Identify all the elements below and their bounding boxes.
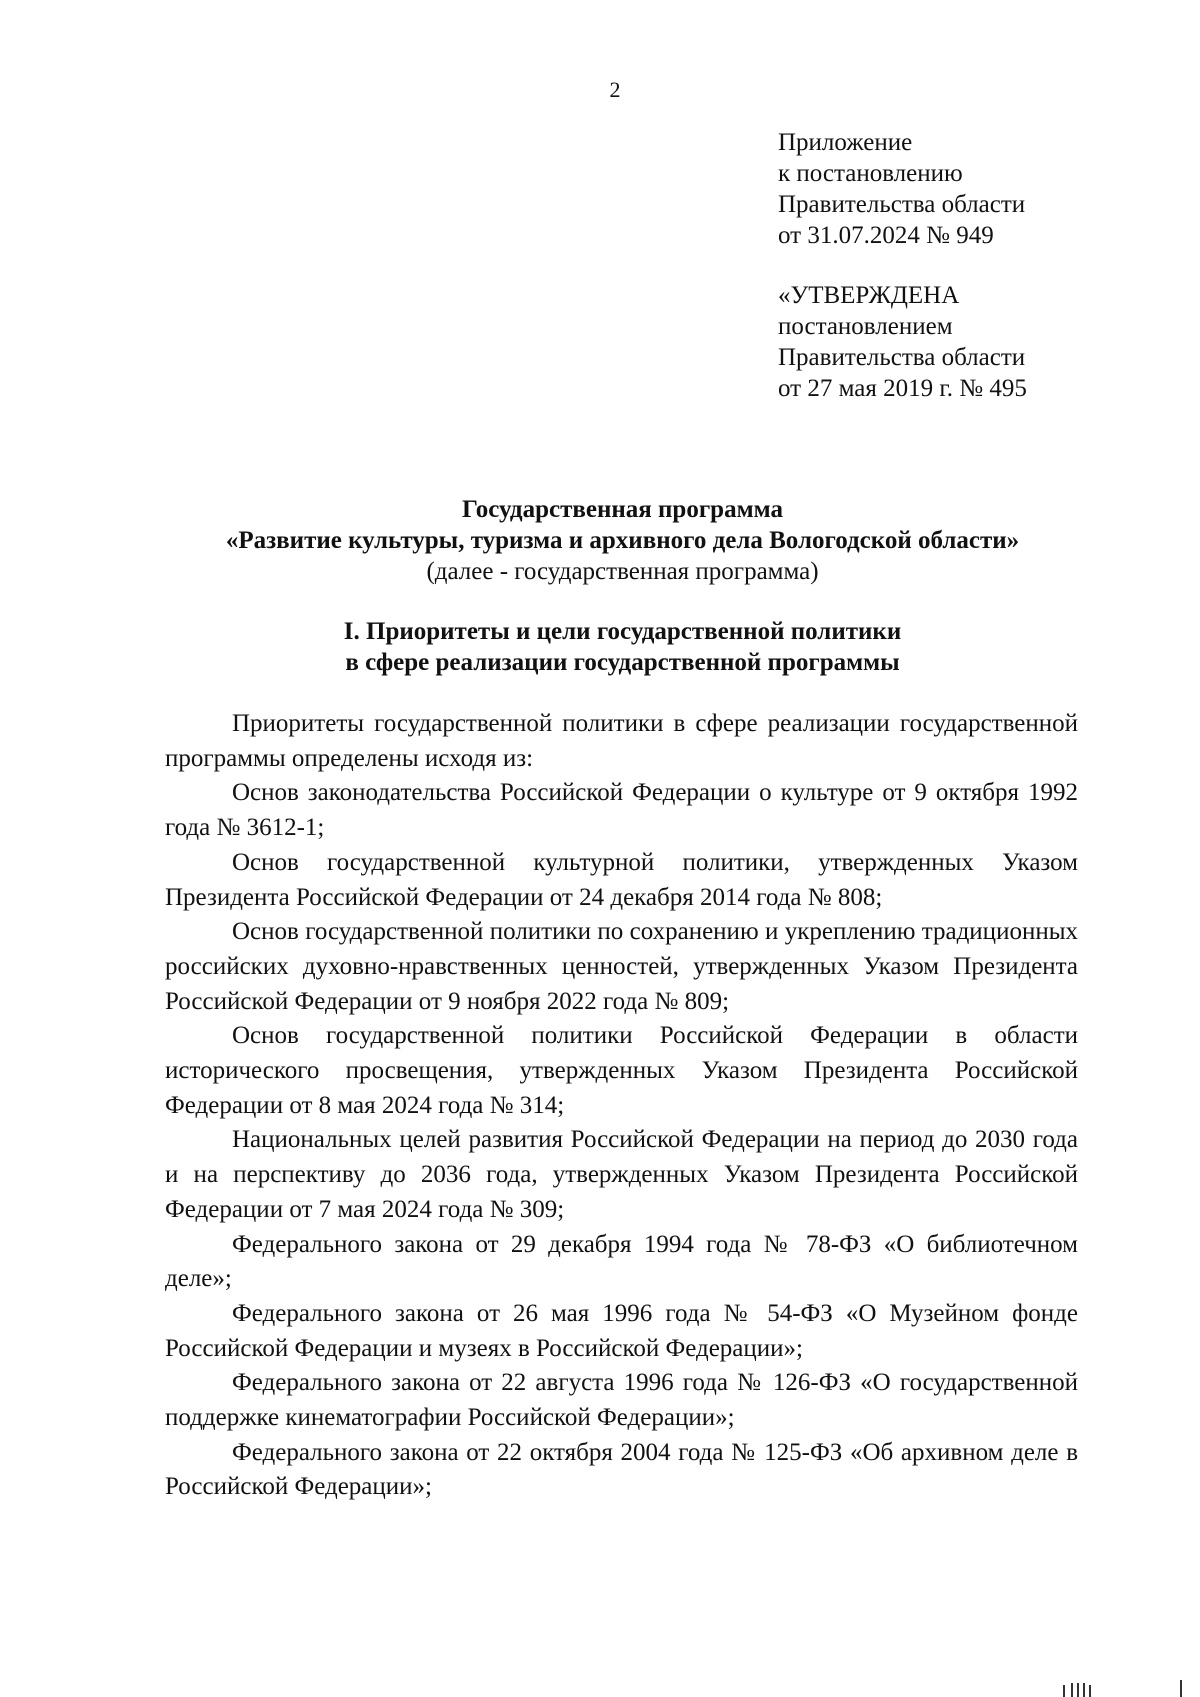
section-heading-line: I. Приоритеты и цели государственной политики: [343, 618, 902, 645]
paragraph: Основ государственной политики по сохранению и укреплению традиционных российских духовно-нравственных ценностей, утвержденных Указом Президента Российской Федерации от 9 ноября 2022 года № 809;: [165, 918, 1078, 1015]
body-text: [165, 707, 1078, 1505]
paragraph: Федерального закона от 29 декабря 1994 года № 78-ФЗ «О библиотечном деле»;: [165, 1230, 1078, 1293]
scan-mark: [1071, 1683, 1073, 1697]
appendix-line: Приложение: [778, 129, 913, 156]
scan-mark: [1180, 1680, 1182, 1697]
appendix-line: к постановлению: [778, 160, 963, 187]
scan-mark: [1063, 1685, 1065, 1697]
scan-mark: [1077, 1683, 1079, 1697]
program-title: [165, 494, 1080, 587]
appendix-line: Правительства области: [778, 191, 1026, 218]
approved-block: [778, 280, 1027, 404]
page-number: 2: [609, 77, 621, 102]
paragraph: Федерального закона от 22 октября 2004 года № 125-ФЗ «Об архивном деле в Российской Федерации»;: [165, 1438, 1078, 1501]
approved-line: постановлением: [778, 313, 953, 340]
paragraph: Федерального закона от 26 мая 1996 года № 54-ФЗ «О Музейном фонде Российской Федерации и музеях в Российской Федерации»;: [165, 1299, 1078, 1362]
program-title-name: «Развитие культуры, туризма и архивного дела Вологодской области»: [225, 527, 1020, 554]
paragraph: Приоритеты государственной политики в сфере реализации государственной программы определены исходя из:: [165, 710, 1078, 772]
paragraph: Основ государственной политики Российской Федерации в области исторического просвещения, утвержденных Указом Президента Российской Федерации от 8 мая 2024 года № 314;: [165, 1022, 1078, 1119]
paragraph: Основ государственной культурной политики, утвержденных Указом Президента Российской Федерации от 24 декабря 2014 года № 808;: [165, 848, 1078, 911]
paragraph: Национальных целей развития Российской Федерации на период до 2030 года и на перспективу до 2036 года, утвержденных Указом Президента Российской Федерации от 7 мая 2024 года № 309;: [165, 1126, 1078, 1223]
approved-line: Правительства области: [778, 344, 1026, 371]
section-heading: [165, 616, 1080, 678]
program-title-note: (далее - государственная программа): [426, 558, 819, 585]
paragraph: Основ законодательства Российской Федерации о культуре от 9 октября 1992 года № 3612-1;: [165, 779, 1078, 842]
approved-line: «УТВЕРЖДЕНА: [778, 282, 960, 309]
appendix-line: от 31.07.2024 № 949: [778, 222, 994, 249]
program-title-heading: Государственная программа: [462, 496, 783, 523]
paragraph: Федерального закона от 22 августа 1996 года № 126-ФЗ «О государственной поддержке кинематографии Российской Федерации»;: [165, 1369, 1078, 1432]
appendix-block: [778, 127, 1025, 251]
approved-line: от 27 мая 2019 г. № 495: [778, 375, 1027, 402]
scan-mark: [1089, 1685, 1091, 1697]
section-heading-line: в сфере реализации государственной программы: [345, 649, 900, 676]
scan-mark: [1083, 1683, 1085, 1697]
